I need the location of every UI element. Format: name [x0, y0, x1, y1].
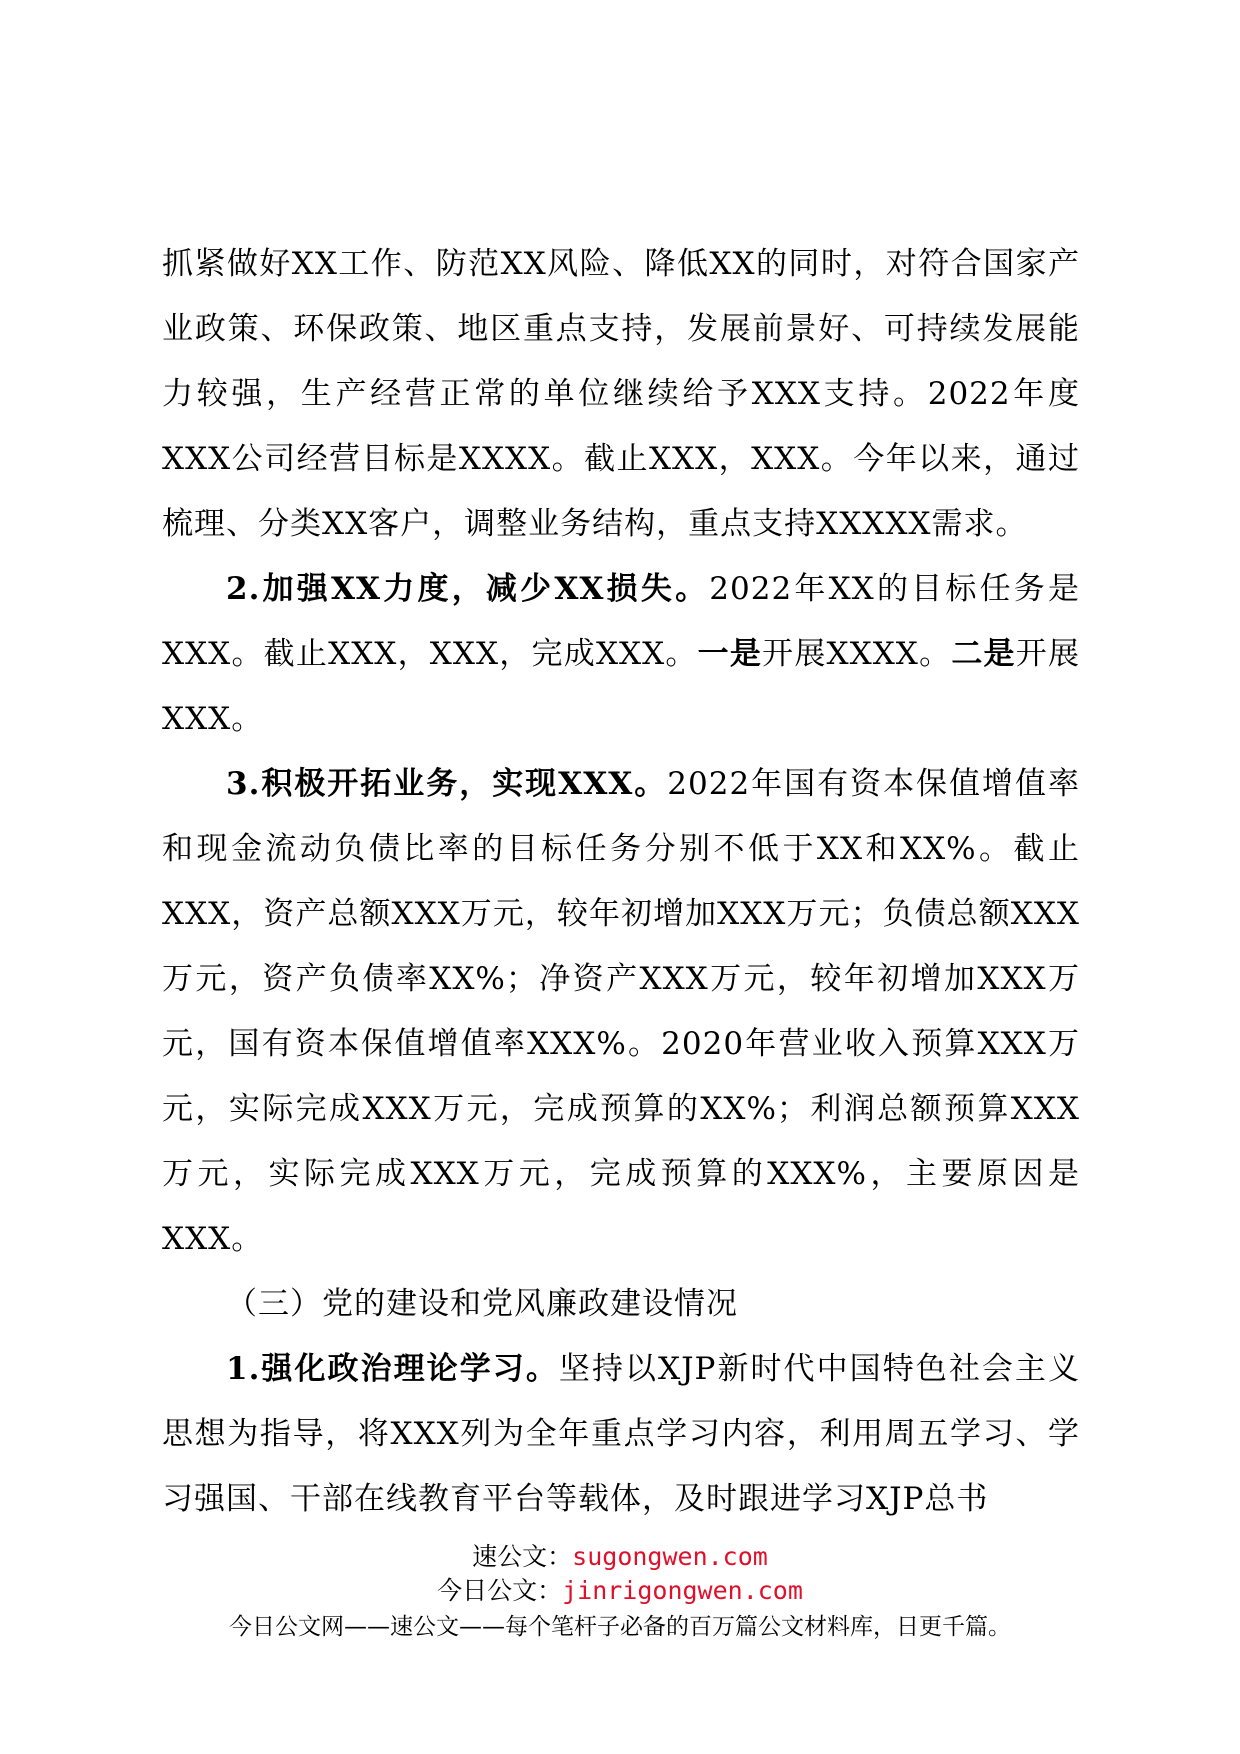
footer-slogan: 今日公文网——速公文——每个笔杆子必备的百万篇公文材料库，日更千篇。	[229, 1614, 1011, 1640]
item-2-second-marker: 二是	[951, 636, 1016, 672]
item-1-text: 坚持以XJP新时代中国特色社会主义思想为指导，将XXX列为全年重点学习内容，利用周五学习、学习强国、干部在线教育平台等载体，及时跟进学习XJP总书	[162, 1351, 1080, 1517]
section-heading-3: （三）党的建设和党风廉政建设情况	[226, 1286, 738, 1322]
item-3-text: 2022年国有资本保值增值率和现金流动负债比率的目标任务分别不低于XX和XX%。截止XXX，资产总额XXX万元，较年初增加XXX万元；负债总额XXX万元，资产负债率XX%；净资产XXX万元，较年初增加XXX万元，国有资本保值增值率XXX%。2020年营业收入预算XXX万元，实际完成XXX万元，完成预算的XX%；利润总额预算XXX万元，实际完成XXX万元，完成预算的XXX%，主要原因是XXX。	[162, 766, 1080, 1257]
footer-label-2: 今日公文：	[437, 1576, 563, 1605]
paragraph-continuation: 抓紧做好XX工作、防范XX风险、降低XX的同时，对符合国家产业政策、环保政策、地区重点支持，发展前景好、可持续发展能力较强，生产经营正常的单位继续给予XXX支持。2022年度XXX公司经营目标是XXXX。截止XXX，XXX。今年以来，通过梳理、分类XX客户，调整业务结构，重点支持XXXXX需求。	[162, 246, 1080, 542]
item-3-heading: 3.积极开拓业务，实现XXX。	[226, 766, 668, 802]
footer-label-1: 速公文：	[472, 1542, 573, 1571]
paragraph-item-1	[162, 1337, 1080, 1532]
footer-line-2	[0, 1574, 1240, 1608]
page-footer	[0, 1540, 1240, 1644]
item-2-text-2: 开展XXXX。	[762, 636, 952, 672]
item-2-heading: 2.加强XX力度，减少XX损失。	[226, 571, 710, 607]
paragraph-item-2	[162, 557, 1080, 752]
footer-link-sugongwen[interactable]: sugongwen.com	[572, 1542, 768, 1571]
item-2-text-3: 开展XXX。	[162, 636, 1081, 737]
item-2-text-1: 2022年XX的目标任务是XXX。截止XXX，XXX，完成XXX。	[162, 571, 1080, 672]
item-1-heading: 1.强化政治理论学习。	[226, 1351, 559, 1387]
document-body	[162, 232, 1080, 1532]
footer-link-jinrigongwen[interactable]: jinrigongwen.com	[562, 1576, 803, 1605]
paragraph-item-3	[162, 752, 1080, 1272]
footer-line-1	[0, 1540, 1240, 1574]
item-2-first-marker: 一是	[697, 636, 763, 672]
